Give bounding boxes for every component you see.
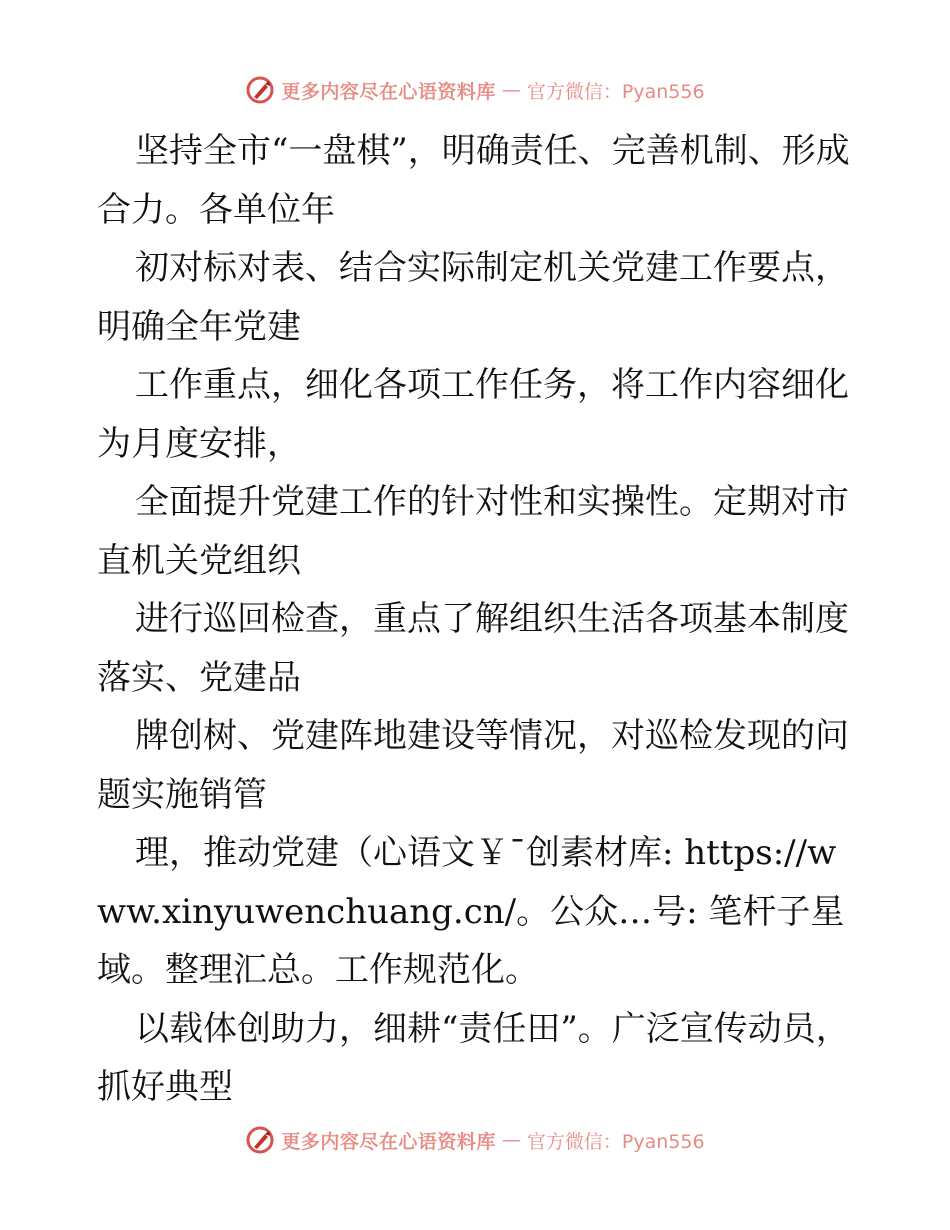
watermark-dash: — <box>501 79 521 101</box>
footer-watermark <box>0 1120 950 1160</box>
paragraph-4: 全面提升党建工作的针对性和实操性。定期对市直机关党组织 <box>97 482 849 581</box>
watermark-wechat-text: 官方微信：Pyan556 <box>526 80 705 103</box>
paragraph-2: 初对标对表、结合实际制定机关党建工作要点，明确全年党建 <box>97 248 849 347</box>
pen-nib-circle-icon <box>245 75 275 105</box>
watermark-wechat-text: 官方微信：Pyan556 <box>526 1130 705 1153</box>
paragraph-3: 工作重点，细化各项工作任务，将工作内容细化为月度安排， <box>97 365 849 464</box>
pen-nib-circle-icon <box>245 1125 275 1155</box>
document-body <box>97 122 857 1117</box>
paragraph-6: 牌创树、党建阵地建设等情况，对巡检发现的问题实施销管 <box>97 716 849 815</box>
header-watermark <box>0 70 950 110</box>
paragraph-8: 以载体创助力，细耕“责任田”。广泛宣传动员，抓好典型 <box>97 1008 850 1107</box>
paragraph-7: 理，推动党建（心语文￥¯创素材库: https://www.xinyuwenchuang.cn/。公众…号: 笔杆子星域。整理汇总。工作规范化。 <box>97 833 845 990</box>
paragraph-5: 进行巡回检查，重点了解组织生活各项基本制度落实、党建品 <box>97 599 849 698</box>
paragraph-1: 坚持全市“一盘棋”，明确责任、完善机制、形成合力。各单位年 <box>97 131 850 230</box>
watermark-main-text: 更多内容尽在心语资料库 <box>281 1130 496 1153</box>
watermark-dash: — <box>501 1129 521 1151</box>
watermark-main-text: 更多内容尽在心语资料库 <box>281 80 496 103</box>
